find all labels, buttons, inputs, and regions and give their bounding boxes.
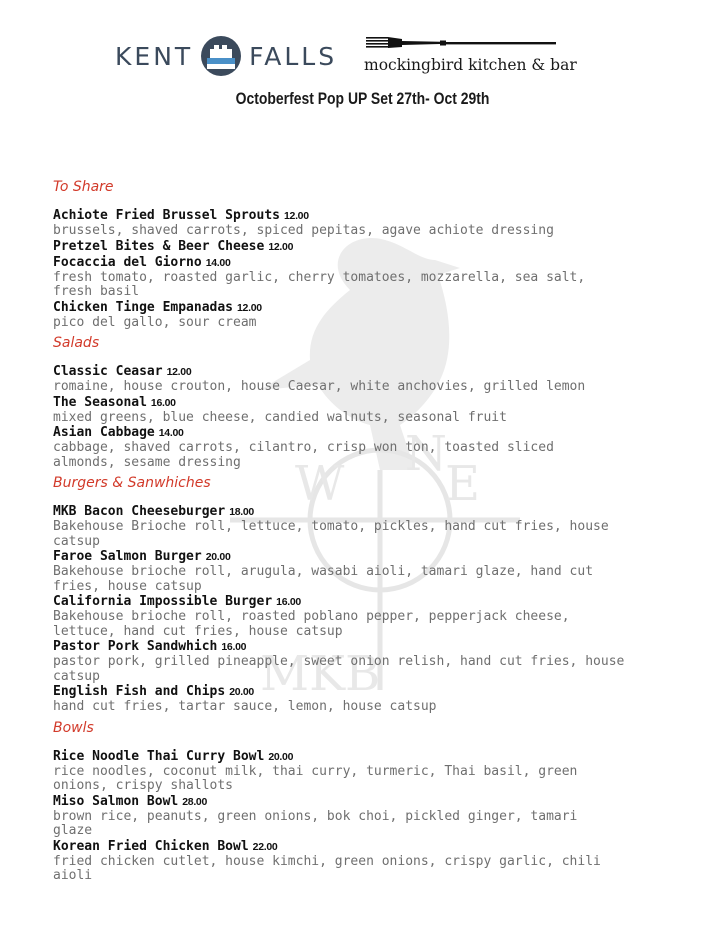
item-description: fried chicken cutlet, house kimchi, green onions, crispy garlic, chili aioli	[53, 853, 601, 883]
menu-item	[53, 684, 693, 715]
item-description: romaine, house crouton, house Caesar, white anchovies, grilled lemon	[53, 379, 586, 394]
item-name: English Fish and Chips	[53, 684, 226, 699]
item-name: MKB Bacon Cheeseburger	[53, 504, 226, 519]
section-title: To Share	[53, 179, 114, 195]
section-title: Burgers & Sanwhiches	[53, 475, 211, 491]
item-description: rice noodles, coconut milk, thai curry, turmeric, Thai basil, green onions, crispy shallots	[53, 763, 578, 793]
item-name: Pastor Pork Sandwhich	[53, 639, 218, 654]
item-price: 20.00	[268, 750, 294, 763]
item-name: The Seasonal	[53, 394, 147, 410]
item-price: 16.00	[276, 596, 301, 608]
item-title	[53, 364, 693, 380]
item-name: Pretzel Bites & Beer Cheese	[53, 238, 265, 254]
svg-text:N: N	[405, 426, 447, 482]
item-title	[53, 504, 693, 520]
menu-item	[53, 255, 693, 300]
item-price: 14.00	[205, 256, 231, 269]
kent-falls-logo	[115, 34, 337, 78]
menu-item	[53, 749, 693, 794]
item-description: brussels, shaved carrots, spiced pepitas, agave achiote dressing	[53, 223, 554, 238]
item-name: Rice Noodle Thai Curry Bowl	[53, 748, 265, 764]
item-title	[53, 639, 693, 655]
menu-item	[53, 794, 693, 839]
item-price: 18.00	[229, 506, 254, 518]
kent-falls-emblem-icon	[201, 36, 241, 76]
menu-item	[53, 549, 693, 594]
item-price: 20.00	[205, 551, 231, 563]
item-name: Korean Fried Chicken Bowl	[53, 838, 249, 854]
svg-text:MKB: MKB	[260, 646, 381, 700]
item-name: Miso Salmon Bowl	[53, 793, 179, 809]
item-price: 16.00	[221, 641, 247, 653]
item-description: fresh tomato, roasted garlic, cherry tomatoes, mozzarella, sea salt, fresh basil	[53, 269, 586, 299]
fork-icon	[364, 34, 556, 54]
item-description: hand cut fries, tartar sauce, lemon, house catsup	[53, 699, 437, 714]
item-title	[53, 749, 693, 765]
event-title: Octoberfest Pop UP Set 27th- Oct 29th	[235, 89, 490, 108]
item-description: pico del gallo, sour cream	[53, 314, 257, 330]
item-title	[53, 549, 693, 565]
item-description: Bakehouse brioche roll, roasted poblano pepper, pepperjack cheese, lettuce, hand cut fries, house catsup	[53, 609, 570, 639]
item-name: California Impossible Burger	[53, 594, 273, 609]
item-price: 16.00	[150, 396, 176, 409]
item-price: 12.00	[268, 240, 294, 253]
svg-text:E: E	[445, 456, 481, 512]
item-price: 12.00	[283, 210, 309, 222]
item-price: 28.00	[182, 795, 208, 808]
item-description: pastor pork, grilled pineapple, sweet onion relish, hand cut fries, house catsup	[53, 654, 625, 684]
mockingbird-brand: mockingbird kitchen & bar	[364, 56, 577, 74]
item-price: 12.00	[166, 366, 192, 378]
menu-item	[53, 839, 693, 884]
falls-word: FALLS	[249, 41, 338, 71]
item-description: brown rice, peanuts, green onions, bok choi, pickled ginger, tamari glaze	[53, 808, 578, 838]
item-title	[53, 300, 693, 316]
item-price: 22.00	[252, 840, 278, 853]
item-title	[53, 425, 693, 441]
item-description: Bakehouse brioche roll, arugula, wasabi aioli, tamari glaze, hand cut fries, house catsup	[53, 564, 594, 594]
menu-item	[53, 395, 693, 426]
menu-item	[53, 639, 693, 684]
menu-item	[53, 425, 693, 470]
section-title: Bowls	[53, 719, 94, 736]
kent-word: KENT	[115, 41, 194, 71]
item-title	[53, 395, 693, 411]
section-to-share	[53, 176, 693, 330]
item-description: cabbage, shaved carrots, cilantro, crisp won ton, toasted sliced almonds, sesame dressing	[53, 440, 554, 470]
item-price: 12.00	[237, 301, 262, 314]
item-title	[53, 594, 693, 610]
item-name: Chicken Tinge Empanadas	[53, 299, 234, 315]
item-title	[53, 255, 693, 271]
menu-body	[53, 176, 693, 886]
menu-item	[53, 594, 693, 639]
item-name: Faroe Salmon Burger	[53, 549, 202, 564]
section-bowls	[53, 717, 693, 884]
mockingbird-logo	[364, 34, 577, 78]
section-salads	[53, 332, 693, 470]
item-name: Classic Ceasar	[53, 364, 163, 379]
item-name: Achiote Fried Brussel Sprouts	[53, 208, 280, 223]
menu-item	[53, 504, 693, 549]
item-title	[53, 208, 693, 224]
menu-item	[53, 239, 693, 255]
item-price: 20.00	[229, 686, 254, 698]
item-description: mixed greens, blue cheese, candied walnuts, seasonal fruit	[53, 409, 507, 425]
item-name: Focaccia del Giorno	[53, 254, 202, 270]
item-name: Asian Cabbage	[53, 425, 155, 440]
menu-item	[53, 300, 693, 331]
item-description: Bakehouse Brioche roll, lettuce, tomato, pickles, hand cut fries, house catsup	[53, 519, 609, 549]
item-title	[53, 794, 693, 810]
section-burgers	[53, 472, 693, 715]
section-title: Salads	[53, 335, 100, 351]
svg-text:W: W	[295, 456, 345, 512]
item-title	[53, 684, 693, 700]
item-title	[53, 839, 693, 855]
menu-item	[53, 364, 693, 395]
item-price: 14.00	[158, 427, 184, 439]
menu-item	[53, 208, 693, 239]
item-title	[53, 239, 693, 255]
menu-header	[0, 0, 724, 120]
